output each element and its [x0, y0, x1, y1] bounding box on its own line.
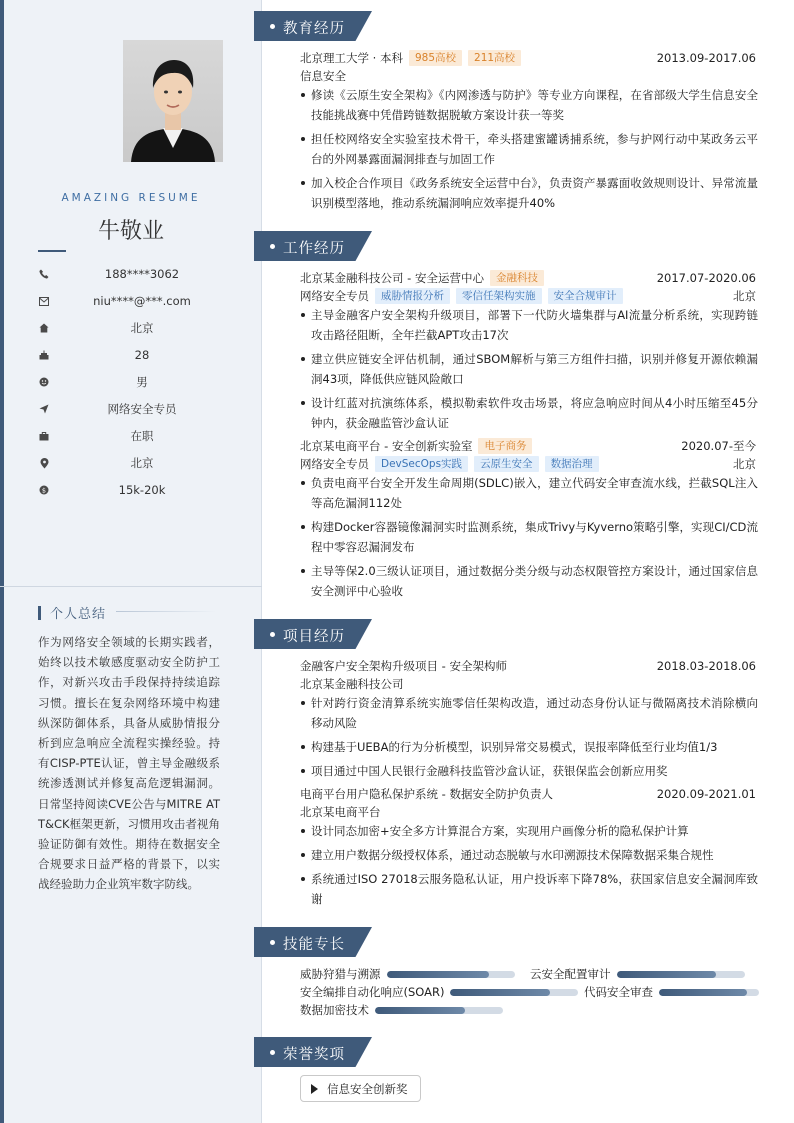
- info-gender: [38, 372, 240, 392]
- project-bullets: [300, 821, 758, 913]
- education-major: 信息安全: [300, 69, 346, 83]
- list-item: 建立用户数据分级授权体系，通过动态脱敏与水印溯源技术保障数据采集合规性: [300, 845, 758, 865]
- skill-bar: [659, 989, 759, 996]
- home-icon: [38, 322, 50, 334]
- info-home: [38, 318, 240, 338]
- project-title: 电商平台用户隐私保护系统 - 数据安全防护负责人: [300, 787, 553, 801]
- cake-icon: [38, 349, 50, 361]
- education-school: 北京理工大学 · 本科: [300, 51, 403, 65]
- project-title: 金融客户安全架构升级项目 - 安全架构师: [300, 659, 507, 673]
- info-position: [38, 399, 240, 419]
- list-item: 担任校网络安全实验室技术骨干，牵头搭建蜜罐诱捕系统，参与护网行动中某政务云平台的外网暴露面漏洞排查与加固工作: [300, 129, 758, 169]
- project-period: 2018.03-2018.06: [656, 659, 756, 673]
- work-city: 北京: [733, 457, 756, 471]
- list-item: 建立供应链安全评估机制，通过SBOM解析与第三方组件扫描，识别并修复开源依赖漏洞43项，降低供应链风险敞口: [300, 349, 758, 389]
- work-industry-tag: 电子商务: [478, 438, 532, 454]
- home-text: 北京: [130, 321, 154, 335]
- list-item: 设计同态加密+安全多方计算混合方案，实现用户画像分析的隐私保护计算: [300, 821, 758, 841]
- skill-name: 威胁狩猎与溯源: [300, 967, 381, 981]
- salary-text: 15k-20k: [118, 483, 166, 497]
- work-role: 网络安全专员: [300, 289, 369, 303]
- list-item: 项目通过中国人民银行金融科技监管沙盒认证，获银保监会创新应用奖: [300, 761, 758, 781]
- skill-item: [300, 1001, 503, 1019]
- section-awards-header: [254, 1037, 372, 1067]
- phone-icon: [38, 268, 50, 280]
- skill-name: 云安全配置审计: [530, 967, 611, 981]
- education-period: 2013.09-2017.06: [656, 51, 756, 65]
- award-item: [300, 1075, 421, 1102]
- skill-level-fill: [387, 971, 489, 978]
- work-role-row: [300, 455, 756, 473]
- skill-item: [300, 965, 515, 983]
- send-icon: [38, 403, 50, 415]
- award-name: 信息安全创新奖: [327, 1081, 408, 1096]
- skill-level-fill: [659, 989, 747, 996]
- skill-level-fill: [450, 989, 550, 996]
- list-item: 主导等保2.0三级认证项目，通过数据分类分级与动态权限管控方案设计，通过国家信息安全测评中心验收: [300, 561, 758, 601]
- list-item: 构建Docker容器镜像漏洞实时监测系统，集成Trivy与Kyverno策略引擎，实现CI/CD流程中零容忍漏洞发布: [300, 517, 758, 557]
- work-role: 网络安全专员: [300, 457, 369, 471]
- project-header-row: [300, 657, 756, 675]
- info-location: [38, 453, 240, 473]
- user-icon: [38, 376, 50, 388]
- info-phone: [38, 264, 240, 284]
- sidebar-accent-stripe: [0, 0, 4, 1123]
- work-bullets: [300, 305, 758, 437]
- position-text: 网络安全专员: [107, 402, 177, 416]
- work-company: 北京某电商平台 - 安全创新实验室: [300, 439, 473, 453]
- work-skill-tag: 数据治理: [545, 456, 599, 472]
- education-major-row: [300, 67, 756, 85]
- gender-text: 男: [136, 375, 148, 389]
- project-company: 北京某电商平台: [300, 805, 381, 819]
- money-icon: [38, 484, 50, 496]
- info-salary: [38, 480, 240, 500]
- briefcase-icon: [38, 430, 50, 442]
- location-icon: [38, 457, 50, 469]
- education-bullets: [300, 85, 758, 217]
- location-text: 北京: [130, 456, 154, 470]
- work-industry-tag: 金融科技: [490, 270, 544, 286]
- list-item: 系统通过ISO 27018云服务隐私认证，用户投诉率下降78%，获国家信息安全漏洞库致谢: [300, 869, 758, 909]
- email-text: niu****@***.com: [93, 294, 191, 308]
- list-item: 主导金融客户安全架构升级项目，部署下一代防火墙集群与AI流量分析系统，实现跨链攻击路径阻断，全年拦截APT攻击17次: [300, 305, 758, 345]
- work-company: 北京某金融科技公司 - 安全运营中心: [300, 271, 484, 285]
- work-period: 2017.07-2020.06: [656, 271, 756, 285]
- status-text: 在职: [130, 429, 154, 443]
- work-city: 北京: [733, 289, 756, 303]
- list-item: 构建基于UEBA的行为分析模型，识别异常交易模式，误报率降低至行业均值1/3: [300, 737, 758, 757]
- project-company-row: [300, 675, 756, 693]
- work-role-row: [300, 287, 756, 305]
- sidebar-divider: [0, 586, 262, 587]
- section-awards-title: 荣誉奖项: [283, 1047, 345, 1063]
- skill-item: [584, 983, 759, 1001]
- project-period: 2020.09-2021.01: [656, 787, 756, 801]
- info-status: [38, 426, 240, 446]
- info-email: [38, 291, 240, 311]
- skill-bar: [450, 989, 578, 996]
- age-text: 28: [134, 348, 150, 362]
- work-header-row: [300, 437, 756, 455]
- skill-item: [300, 983, 578, 1001]
- section-work-header: [254, 231, 372, 261]
- work-skill-tag: 云原生安全: [474, 456, 539, 472]
- skill-item: [530, 965, 745, 983]
- project-header-row: [300, 785, 756, 803]
- list-item: 设计红蓝对抗演练体系，模拟勒索软件攻击场景，将应急响应时间从4小时压缩至45分钟内，获金融监管沙盒认证: [300, 393, 758, 433]
- section-work-title: 工作经历: [283, 241, 345, 257]
- list-item: 修读《云原生安全架构》《内网渗透与防护》等专业方向课程，在省部级大学生信息安全技能挑战赛中凭借跨链数据脱敏方案设计获一等奖: [300, 85, 758, 125]
- svg-text:$: $: [41, 486, 47, 495]
- education-header-row: [300, 49, 756, 67]
- phone-text: 188****3062: [104, 267, 180, 281]
- list-item: 负责电商平台安全开发生命周期(SDLC)嵌入，建立代码安全审查流水线，拦截SQL注入等高危漏洞112处: [300, 473, 758, 513]
- skill-name: 代码安全审查: [584, 985, 653, 999]
- skill-bar: [387, 971, 515, 978]
- work-skill-tag: 零信任架构实施: [456, 288, 542, 304]
- skill-level-fill: [375, 1007, 465, 1014]
- main-content: [262, 0, 794, 1123]
- summary-heading-rule: [116, 611, 216, 612]
- summary-heading: [38, 603, 106, 622]
- section-project-title: 项目经历: [283, 629, 345, 645]
- info-age: [38, 345, 240, 365]
- work-period: 2020.07-至今: [681, 439, 756, 453]
- list-item: 针对跨行资金清算系统实施零信任架构改造，通过动态身份认证与微隔离技术消除横向移动风险: [300, 693, 758, 733]
- name-underline: [38, 250, 66, 252]
- project-bullets: [300, 693, 758, 785]
- section-skills-title: 技能专长: [283, 937, 345, 953]
- skill-level-fill: [617, 971, 717, 978]
- work-skill-tag: 威胁情报分析: [375, 288, 450, 304]
- project-company: 北京某金融科技公司: [300, 677, 404, 691]
- section-education-header: [254, 11, 372, 41]
- avatar-photo: [123, 40, 223, 162]
- work-skill-tag: 安全合规审计: [548, 288, 623, 304]
- work-header-row: [300, 269, 756, 287]
- education-tag: 985高校: [409, 50, 462, 66]
- list-item: 加入校企合作项目《政务系统安全运营中台》，负责资产暴露面收敛规则设计、异常流量识别模型落地，推动系统漏洞响应效率提升40%: [300, 173, 758, 213]
- sidebar: [0, 0, 262, 1123]
- section-project-header: [254, 619, 372, 649]
- candidate-name: 牛敬业: [97, 219, 164, 244]
- skill-name: 安全编排自动化响应(SOAR): [300, 985, 445, 999]
- section-education-title: 教育经历: [283, 21, 345, 37]
- summary-text: 作为网络安全领域的长期实践者，始终以技术敏感度驱动安全防护工作，对新兴攻击手段保持持续追踪习惯。擅长在复杂网络环境中构建纵深防御体系，具备从威胁情报分析到应急响应全流程实操经验。持有CISP-PTE认证，曾主导金融级系统渗透测试并修复高危逻辑漏洞。日常坚持阅读CVE公告与MITRE ATT&CK框架更新，习惯用攻击者视角验证防御有效性。期待在数据安全合规要求日益严格的背景下，以实战经验助力企业筑牢数字防线。: [38, 635, 220, 892]
- work-bullets: [300, 473, 758, 605]
- summary-title: 个人总结: [50, 607, 107, 622]
- skill-bar: [375, 1007, 503, 1014]
- resume-tagline: AMAZING RESUME: [61, 192, 201, 204]
- project-company-row: [300, 803, 756, 821]
- work-skill-tag: DevSecOps实践: [375, 456, 468, 472]
- mail-icon: [38, 295, 50, 307]
- education-tag: 211高校: [468, 50, 521, 66]
- skill-name: 数据加密技术: [300, 1003, 369, 1017]
- play-icon: [311, 1084, 318, 1094]
- skill-bar: [617, 971, 745, 978]
- section-skills-header: [254, 927, 372, 957]
